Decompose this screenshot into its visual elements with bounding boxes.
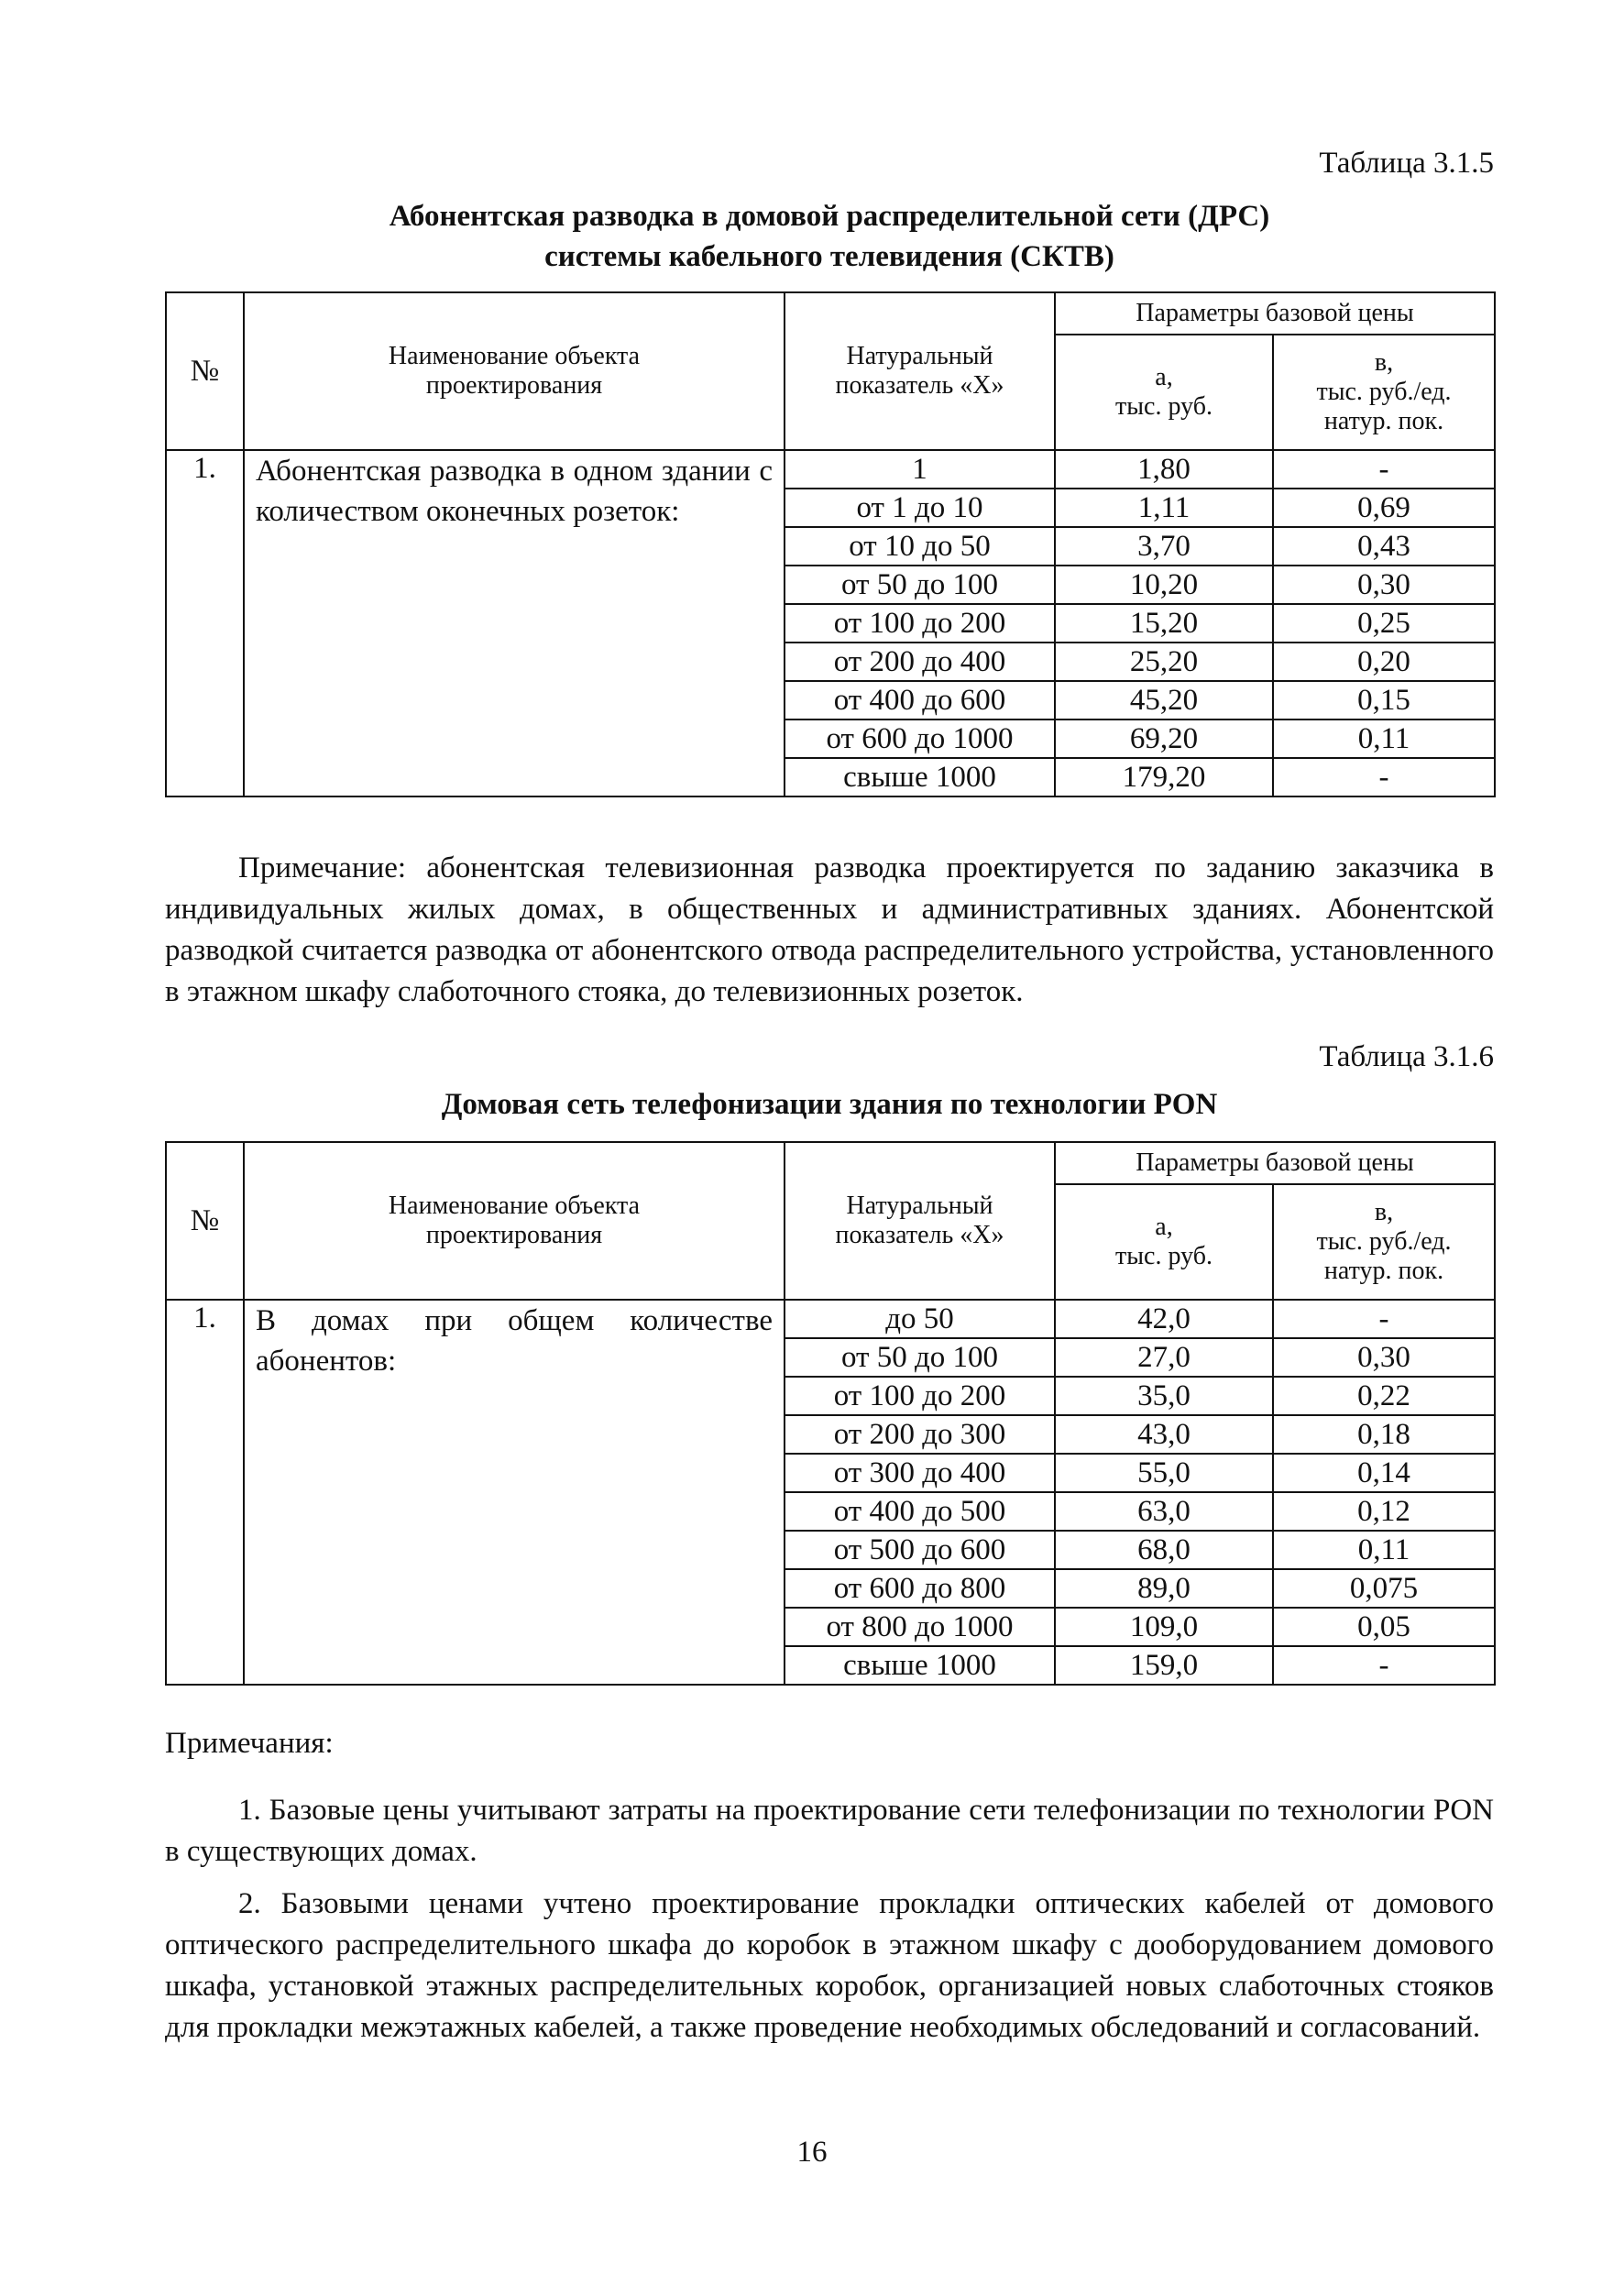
table1-header-b — [1273, 335, 1495, 450]
table2-cell-x: от 100 до 200 — [785, 1377, 1055, 1415]
table2-cell-a: 109,0 — [1055, 1608, 1273, 1646]
table2-cell-x: от 500 до 600 — [785, 1531, 1055, 1569]
table1-header-indicator-line1: Натуральный — [846, 342, 993, 370]
table2-cell-a: 55,0 — [1055, 1454, 1273, 1492]
table2-cell-x: от 400 до 500 — [785, 1492, 1055, 1531]
table2-cell-b: 0,30 — [1273, 1338, 1495, 1377]
table2-cell-x: от 50 до 100 — [785, 1338, 1055, 1377]
table1-cell-b: 0,30 — [1273, 566, 1495, 604]
table1-cell-a: 15,20 — [1055, 604, 1273, 643]
table1-cell-a: 69,20 — [1055, 720, 1273, 758]
table1-caption: Таблица 3.1.5 — [1319, 147, 1494, 180]
table1-cell-x: от 50 до 100 — [785, 566, 1055, 604]
table1-header-row1 — [166, 292, 1495, 335]
table1-header-b-line3: натур. пок. — [1323, 407, 1444, 435]
table2-cell-b: 0,12 — [1273, 1492, 1495, 1531]
table2-item-name: В домах при общем количестве абонентов: — [244, 1300, 785, 1685]
table2-header-name-line2: проектирования — [425, 1221, 603, 1249]
table2-header-b-line3: натур. пок. — [1323, 1257, 1444, 1285]
table2-cell-b: 0,22 — [1273, 1377, 1495, 1415]
table1-header-a-line2: тыс. руб. — [1115, 392, 1213, 421]
table1-cell-a: 1,11 — [1055, 489, 1273, 527]
table2-caption: Таблица 3.1.6 — [1319, 1040, 1494, 1073]
page-number: 16 — [796, 2136, 828, 2169]
table1-header-params: Параметры базовой цены — [1055, 292, 1495, 335]
table2-header-a — [1055, 1184, 1273, 1300]
table1-cell-a: 45,20 — [1055, 681, 1273, 720]
table2-item-num: 1. — [166, 1300, 244, 1685]
table1-note-text: Примечание: абонентская телевизионная разводка проектируется по заданию заказчика в индивидуальных жилых домах, в общественных и административных зданиях. Абонентской разводкой считается разводка от абонентского отвода распределительного устройства, установленного в этажном шкафу слаботочного стояка, до телевизионных розеток. — [165, 851, 1494, 1008]
table1-cell-b: 0,25 — [1273, 604, 1495, 643]
table2-cell-b: 0,11 — [1273, 1531, 1495, 1569]
table2-notes — [165, 1723, 1494, 2049]
table2-cell-x: до 50 — [785, 1300, 1055, 1338]
table2-header-params: Параметры базовой цены — [1055, 1142, 1495, 1184]
table2-note-item-2: 2. Базовыми ценами учтено проектирование прокладки оптических кабелей от домового оптического распределительного шкафа до коробок в этажном шкафу с дооборудованием домового шкафа, установкой этажных распределительных коробок, организацией новых слаботочных стояков для прокладки межэтажных кабелей, а также проведение необходимых обследований и согласований. — [165, 1887, 1494, 2044]
table1-cell-a: 3,70 — [1055, 527, 1273, 566]
table1-cell-x: от 600 до 1000 — [785, 720, 1055, 758]
table2-cell-x: от 300 до 400 — [785, 1454, 1055, 1492]
table1 — [165, 291, 1496, 797]
table2-cell-a: 27,0 — [1055, 1338, 1273, 1377]
table1-header-a — [1055, 335, 1273, 450]
table2-title: Домовая сеть телефонизации здания по технологии PON — [441, 1088, 1218, 1121]
table1-item-num: 1. — [166, 450, 244, 796]
table2-cell-b: - — [1273, 1300, 1495, 1338]
table2-header-indicator-line2: показатель «Х» — [835, 1221, 1004, 1249]
table2-header-b — [1273, 1184, 1495, 1300]
table2-cell-x: от 800 до 1000 — [785, 1608, 1055, 1646]
table2-note-item-1: 1. Базовые цены учитывают затраты на проектирование сети телефонизации по технологии PON в существующих домах. — [165, 1794, 1494, 1868]
table2-cell-b: 0,075 — [1273, 1569, 1495, 1608]
table2-cell-a: 159,0 — [1055, 1646, 1273, 1685]
table1-cell-b: - — [1273, 758, 1495, 796]
table1-title-line2: системы кабельного телевидения (СКТВ) — [544, 240, 1114, 273]
table2-header-name-line1: Наименование объекта — [388, 1192, 641, 1220]
table1-cell-a: 179,20 — [1055, 758, 1273, 796]
table2-header-a-line2: тыс. руб. — [1115, 1242, 1213, 1270]
table1-cell-x: от 10 до 50 — [785, 527, 1055, 566]
table1-cell-a: 1,80 — [1055, 450, 1273, 489]
table2-cell-a: 35,0 — [1055, 1377, 1273, 1415]
table1-cell-x: от 100 до 200 — [785, 604, 1055, 643]
table1-header-a-line1: а, — [1155, 363, 1173, 391]
table1-header-name-line2: проектирования — [425, 371, 603, 400]
table2-header-indicator — [785, 1142, 1055, 1300]
table2-cell-b: 0,18 — [1273, 1415, 1495, 1454]
table1-header-b-line1: в, — [1374, 348, 1394, 377]
table2-header-a-line1: а, — [1155, 1213, 1173, 1241]
table1-cell-b: 0,11 — [1273, 720, 1495, 758]
table2-header-row1 — [166, 1142, 1495, 1184]
table2-cell-a: 43,0 — [1055, 1415, 1273, 1454]
table2-cell-x: от 200 до 300 — [785, 1415, 1055, 1454]
table1-title-line1: Абонентская разводка в домовой распределительной сети (ДРС) — [389, 200, 1270, 233]
table1-cell-x: 1 — [785, 450, 1055, 489]
table2-header-b-line2: тыс. руб./ед. — [1316, 1227, 1452, 1256]
table2-cell-a: 42,0 — [1055, 1300, 1273, 1338]
table1-cell-a: 10,20 — [1055, 566, 1273, 604]
table1-cell-b: - — [1273, 450, 1495, 489]
table1-cell-x: свыше 1000 — [785, 758, 1055, 796]
table2 — [165, 1141, 1496, 1686]
table1-cell-x: от 400 до 600 — [785, 681, 1055, 720]
table1-cell-b: 0,69 — [1273, 489, 1495, 527]
table1-header-indicator-line2: показатель «Х» — [835, 371, 1004, 400]
table1-header-name-line1: Наименование объекта — [388, 342, 641, 370]
table1-header-b-line2: тыс. руб./ед. — [1316, 378, 1452, 406]
table2-cell-x: от 600 до 800 — [785, 1569, 1055, 1608]
table2-cell-x: свыше 1000 — [785, 1646, 1055, 1685]
table2-cell-b: 0,14 — [1273, 1454, 1495, 1492]
table2-cell-a: 89,0 — [1055, 1569, 1273, 1608]
table2-header-name — [244, 1142, 785, 1300]
table1-header-num: № — [166, 292, 244, 450]
table1-cell-b: 0,15 — [1273, 681, 1495, 720]
table2-header-b-line1: в, — [1374, 1198, 1394, 1226]
table1-cell-a: 25,20 — [1055, 643, 1273, 681]
table2-header-num: № — [166, 1142, 244, 1300]
table-row — [166, 1300, 1495, 1338]
table1-header-name — [244, 292, 785, 450]
table1-item-name: Абонентская разводка в одном здании с количеством оконечных розеток: — [244, 450, 785, 796]
table2-notes-heading: Примечания: — [165, 1727, 334, 1760]
table2-header-indicator-line1: Натуральный — [846, 1192, 993, 1220]
table-row — [166, 450, 1495, 489]
table1-header-indicator — [785, 292, 1055, 450]
table2-cell-b: - — [1273, 1646, 1495, 1685]
table2-cell-a: 68,0 — [1055, 1531, 1273, 1569]
table2-cell-b: 0,05 — [1273, 1608, 1495, 1646]
table1-cell-b: 0,43 — [1273, 527, 1495, 566]
table1-title — [165, 196, 1494, 277]
table1-note — [165, 848, 1494, 1013]
table1-cell-b: 0,20 — [1273, 643, 1495, 681]
table1-cell-x: от 200 до 400 — [785, 643, 1055, 681]
table2-cell-a: 63,0 — [1055, 1492, 1273, 1531]
table1-cell-x: от 1 до 10 — [785, 489, 1055, 527]
